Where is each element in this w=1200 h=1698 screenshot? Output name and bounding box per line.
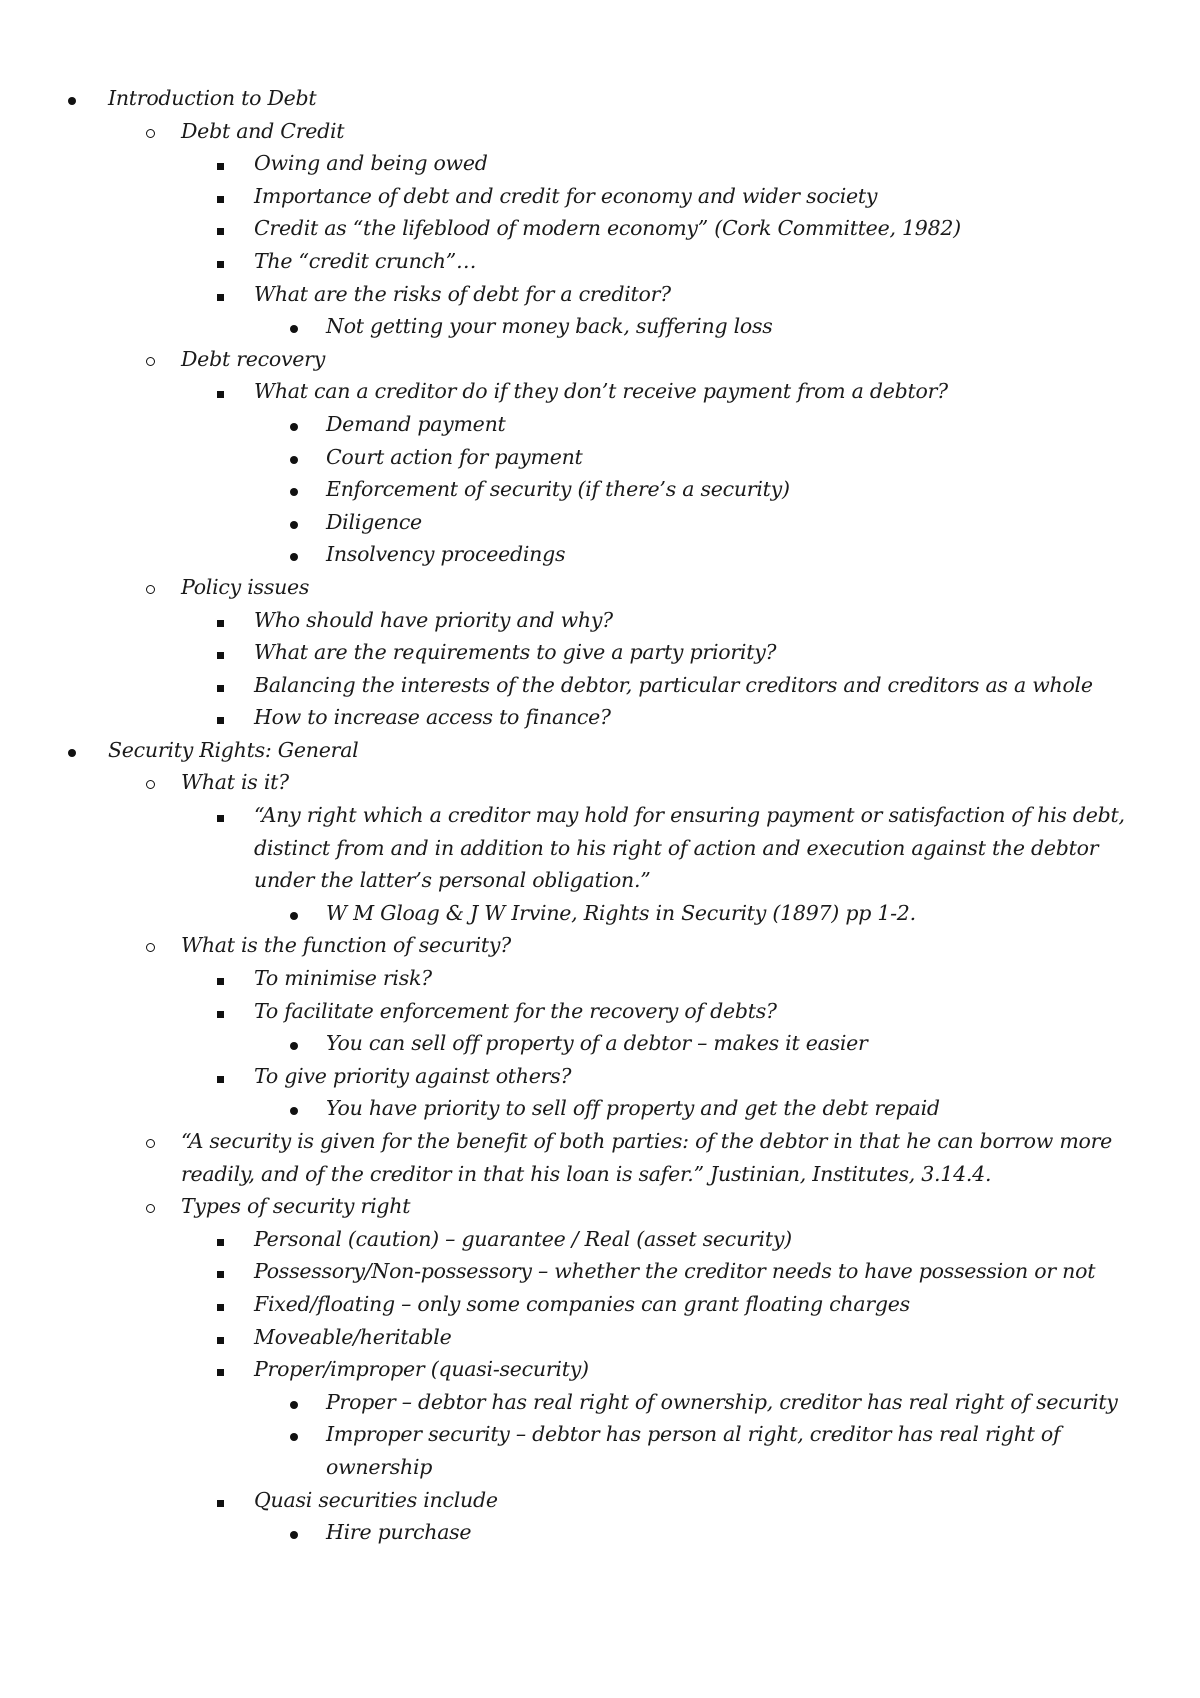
list-item-text: To give priority against others? — [254, 1063, 572, 1088]
square-bullet-icon — [217, 636, 224, 669]
list-item-text: Owing and being owed — [254, 151, 488, 176]
hollow-bullet-icon — [146, 1190, 155, 1223]
filled-bullet-icon — [290, 441, 298, 474]
subsection-title: Types of security right — [181, 1194, 411, 1219]
list-item — [0, 1321, 1200, 1354]
list-item-text: You can sell off property of a debtor – makes it easier — [326, 1031, 868, 1056]
list-item-text: Balancing the interests of the debtor, particular creditors and creditors as a whole — [254, 672, 1093, 697]
list-item — [0, 212, 1200, 245]
list-item-text: What can a creditor do if they don’t receive payment from a debtor? — [254, 379, 948, 404]
list-item-text: Hire purchase — [326, 1520, 472, 1545]
subsection-debt-recovery — [0, 343, 1200, 376]
filled-bullet-icon — [290, 310, 298, 343]
list-item-text: To minimise risk? — [254, 966, 432, 991]
subsection-title: What is the function of security? — [181, 933, 511, 958]
hollow-bullet-icon — [146, 115, 155, 148]
list-item-text: Importance of debt and credit for economy and wider society — [254, 183, 878, 208]
filled-bullet-icon — [290, 1516, 298, 1549]
filled-bullet-icon — [68, 734, 76, 767]
square-bullet-icon — [217, 1060, 224, 1093]
list-item-text: How to increase access to finance? — [254, 705, 611, 730]
list-item-text: Moveable/heritable — [254, 1324, 452, 1349]
list-item-text: Personal (caution) – guarantee / Real (asset security) — [254, 1226, 792, 1251]
filled-bullet-icon — [290, 897, 298, 930]
list-item-text: Fixed/floating – only some companies can grant floating charges — [254, 1291, 910, 1316]
list-item-text: Improper security – debtor has person al right, creditor has real right of ownership — [326, 1422, 1061, 1479]
square-bullet-icon — [217, 245, 224, 278]
square-bullet-icon — [217, 212, 224, 245]
list-item — [0, 1223, 1200, 1256]
list-item-text: To facilitate enforcement for the recovery of debts? — [254, 998, 777, 1023]
list-item — [0, 538, 1200, 571]
square-bullet-icon — [217, 278, 224, 311]
list-item — [0, 1353, 1200, 1386]
list-item — [0, 1418, 1200, 1483]
list-item — [0, 799, 1200, 897]
list-item — [0, 962, 1200, 995]
list-item-text: Not getting your money back, suffering loss — [326, 314, 773, 339]
square-bullet-icon — [217, 147, 224, 180]
list-item-text: Proper/improper (quasi-security) — [254, 1357, 589, 1382]
filled-bullet-icon — [290, 1092, 298, 1125]
section-title: Introduction to Debt — [108, 86, 317, 110]
list-item — [0, 473, 1200, 506]
hollow-bullet-icon — [146, 1125, 155, 1158]
quote-text: “A security is given for the benefit of both parties: of the debtor in that he can borrow more readily, and of the creditor in that his loan is safer.” Justinian, Institutes, 3.14.4. — [181, 1129, 1113, 1186]
filled-bullet-icon — [290, 506, 298, 539]
filled-bullet-icon — [290, 1418, 298, 1451]
list-item-text: Court action for payment — [326, 444, 583, 469]
list-item — [0, 1092, 1200, 1125]
list-item — [0, 147, 1200, 180]
list-item — [0, 441, 1200, 474]
list-item-text: What are the requirements to give a party priority? — [254, 640, 777, 665]
square-bullet-icon — [217, 375, 224, 408]
list-item — [0, 1060, 1200, 1093]
list-item — [0, 1027, 1200, 1060]
list-item — [0, 1255, 1200, 1288]
list-item — [0, 180, 1200, 213]
notes-outline — [0, 82, 1200, 1549]
list-item — [0, 245, 1200, 278]
list-item-text: Who should have priority and why? — [254, 607, 613, 632]
hollow-bullet-icon — [146, 343, 155, 376]
list-item — [0, 1484, 1200, 1517]
hollow-bullet-icon — [146, 571, 155, 604]
list-item — [0, 1386, 1200, 1419]
square-bullet-icon — [217, 701, 224, 734]
square-bullet-icon — [217, 995, 224, 1028]
definition-quote: “Any right which a creditor may hold for ensuring payment or satisfaction of his debt, distinct from and in addition to his right of action and execution against the debtor under the latter’s personal obligation.” — [254, 803, 1125, 893]
filled-bullet-icon — [68, 82, 76, 115]
list-item — [0, 995, 1200, 1028]
subsection-policy-issues — [0, 571, 1200, 604]
section-security-rights-general — [0, 734, 1200, 767]
filled-bullet-icon — [290, 473, 298, 506]
list-item-text: Credit as “the lifeblood of modern economy” (Cork Committee, 1982) — [254, 216, 961, 241]
filled-bullet-icon — [290, 538, 298, 571]
list-item — [0, 375, 1200, 408]
list-item-text: Demand payment — [326, 411, 506, 436]
list-item — [0, 1516, 1200, 1549]
subsection-title: Debt recovery — [181, 346, 326, 371]
square-bullet-icon — [217, 604, 224, 637]
subsection-types-of-security-right — [0, 1190, 1200, 1223]
square-bullet-icon — [217, 1288, 224, 1321]
square-bullet-icon — [217, 1353, 224, 1386]
list-item — [0, 310, 1200, 343]
list-item — [0, 604, 1200, 637]
square-bullet-icon — [217, 669, 224, 702]
list-item — [0, 636, 1200, 669]
square-bullet-icon — [217, 1321, 224, 1354]
square-bullet-icon — [217, 180, 224, 213]
subsection-title: What is it? — [181, 770, 289, 795]
subsection-function-of-security — [0, 929, 1200, 962]
section-title: Security Rights: General — [108, 737, 359, 762]
list-item-text: Diligence — [326, 509, 422, 534]
section-introduction-to-debt — [0, 82, 1200, 115]
list-item — [0, 669, 1200, 702]
hollow-bullet-icon — [146, 766, 155, 799]
subsection-title: Debt and Credit — [181, 118, 345, 143]
list-item-text: Possessory/Non-possessory – whether the creditor needs to have possession or not — [254, 1259, 1096, 1284]
filled-bullet-icon — [290, 1027, 298, 1060]
filled-bullet-icon — [290, 408, 298, 441]
list-item — [0, 1288, 1200, 1321]
subsection-what-is-it — [0, 766, 1200, 799]
hollow-bullet-icon — [146, 929, 155, 962]
justinian-quote — [0, 1125, 1200, 1190]
subsection-title: Policy issues — [181, 574, 310, 599]
subsection-debt-and-credit — [0, 115, 1200, 148]
list-item — [0, 701, 1200, 734]
square-bullet-icon — [217, 1223, 224, 1256]
square-bullet-icon — [217, 1255, 224, 1288]
square-bullet-icon — [217, 1484, 224, 1517]
list-item-text: Enforcement of security (if there’s a security) — [326, 477, 790, 502]
citation: W M Gloag & J W Irvine, Rights in Security (1897) pp 1-2. — [326, 900, 916, 925]
list-item-text: Insolvency proceedings — [326, 542, 566, 567]
filled-bullet-icon — [290, 1386, 298, 1419]
list-item — [0, 897, 1200, 930]
list-item-text: Quasi securities include — [254, 1487, 498, 1512]
list-item — [0, 278, 1200, 311]
list-item-text: The “credit crunch”… — [254, 248, 477, 273]
list-item-text: Proper – debtor has real right of ownership, creditor has real right of security — [326, 1389, 1118, 1414]
square-bullet-icon — [217, 962, 224, 995]
list-item-text: You have priority to sell off property and get the debt repaid — [326, 1096, 940, 1121]
list-item-text: What are the risks of debt for a creditor? — [254, 281, 671, 306]
list-item — [0, 408, 1200, 441]
list-item — [0, 506, 1200, 539]
square-bullet-icon — [217, 799, 224, 832]
